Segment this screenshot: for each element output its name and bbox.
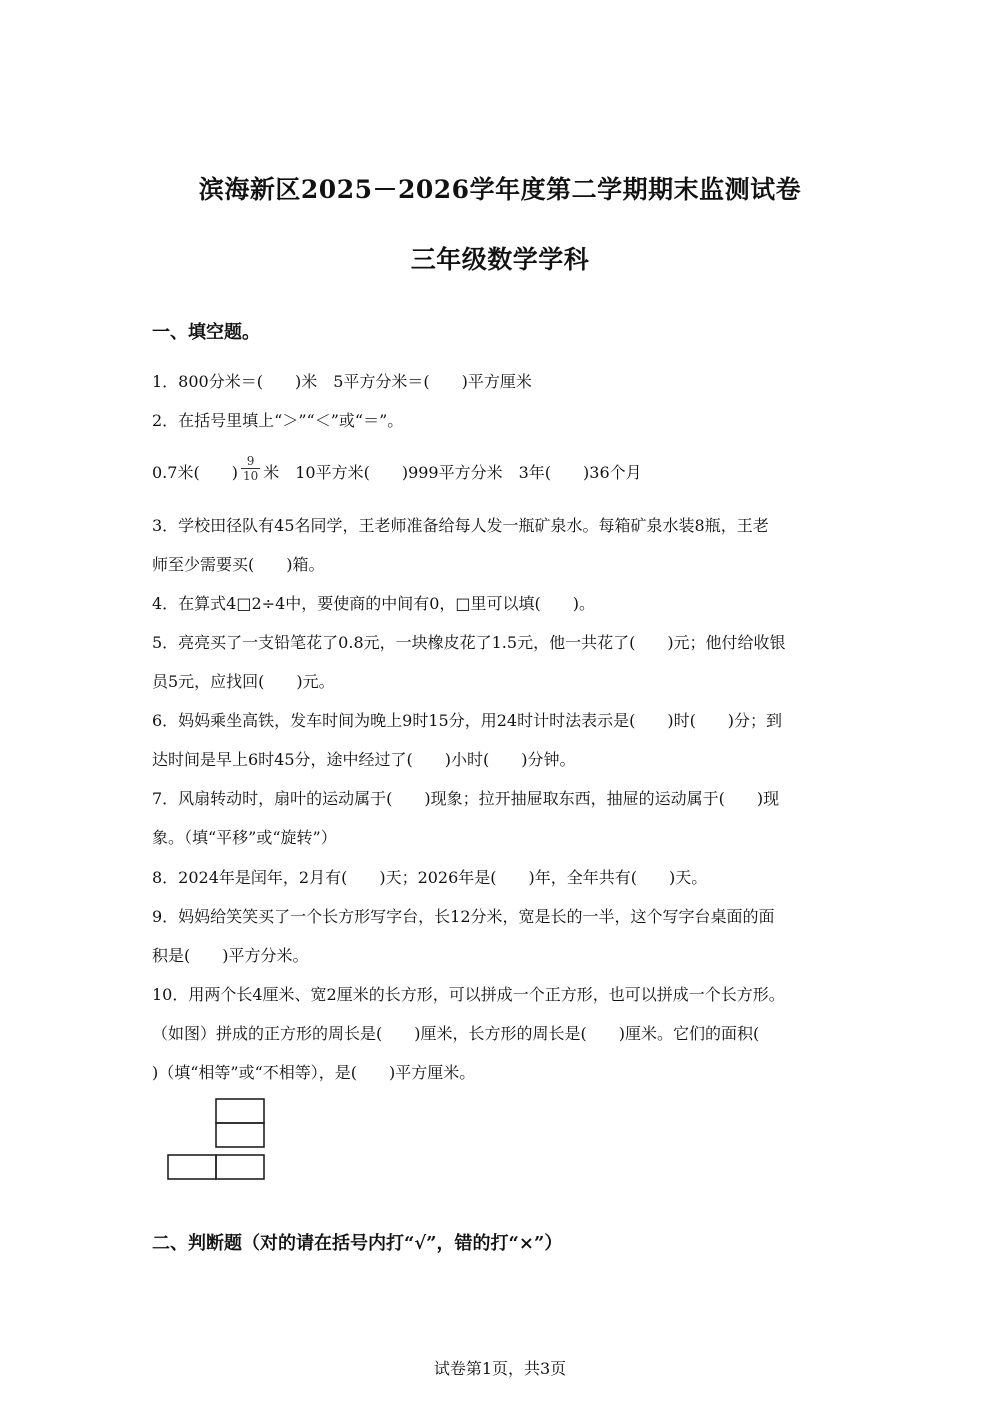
question-2: 2．在括号里填上“＞”“＜”或“＝”。 [152, 411, 404, 430]
question-7-line-2: 象。（填“平移”或“旋转”） [152, 828, 337, 847]
page-footer: 试卷第1页，共3页 [433, 1359, 567, 1378]
question-10-line-2: （如图）拼成的正方形的周长是( )厘米，长方形的周长是( )厘米。它们的面积( [152, 1024, 760, 1043]
question-7-line-1: 7．风扇转动时，扇叶的运动属于( )现象；拉开抽屉取东西，抽屉的运动属于( )现 [152, 789, 780, 808]
question-5-line-2: 员5元，应找回( )元。 [152, 672, 335, 691]
q2-item-right: 米 10平方米( )999平方分米 3年( )36个月 [263, 463, 642, 482]
question-3-line-1: 3．学校田径队有45名同学，王老师准备给每人发一瓶矿泉水。每箱矿泉水装8瓶，王老 [152, 516, 769, 535]
figure-square-bottom-rect [216, 1123, 264, 1147]
question-9-line-1: 9．妈妈给笑笑买了一个长方形写字台，长12分米，宽是长的一半，这个写字台桌面的面 [152, 907, 775, 926]
question-6-line-2: 达时间是早上6时45分，途中经过了( )小时( )分钟。 [152, 750, 576, 769]
fraction-denominator: 10 [242, 469, 259, 483]
rectangles-figure [166, 1096, 270, 1184]
question-3-line-2: 师至少需要买( )箱。 [152, 555, 325, 574]
exam-title: 滨海新区2025－2026学年度第二学期期末监测试卷 [198, 175, 802, 204]
figure-long-left-rect [168, 1155, 216, 1179]
question-9-line-2: 积是( )平方分米。 [152, 946, 309, 965]
q2-item-left: 0.7米( ) [152, 463, 238, 482]
question-10-line-3: )（填“相等”或“不相等），是( )平方厘米。 [152, 1063, 476, 1082]
question-1: 1．800分米＝( )米 5平方分米＝( )平方厘米 [152, 372, 532, 391]
fraction-nine-tenths [241, 454, 260, 483]
section-heading-true-false: 二、判断题（对的请在括号内打“√”，错的打“×”） [152, 1233, 563, 1254]
question-8: 8．2024年是闰年，2月有( )天；2026年是( )年，全年共有( )天。 [152, 868, 708, 887]
question-2-items [152, 454, 642, 483]
question-10-line-1: 10．用两个长4厘米、宽2厘米的长方形，可以拼成一个正方形，也可以拼成一个长方形。 [152, 985, 785, 1004]
exam-subtitle: 三年级数学学科 [410, 245, 590, 274]
fraction-numerator: 9 [246, 454, 255, 468]
question-6-line-1: 6．妈妈乘坐高铁，发车时间为晚上9时15分，用24时计时法表示是( )时( )分；到 [152, 711, 783, 730]
question-5-line-1: 5．亮亮买了一支铅笔花了0.8元，一块橡皮花了1.5元，他一共花了( )元；他付给收银 [152, 633, 786, 652]
question-4: 4．在算式4□2÷4中，要使商的中间有0，□里可以填( )。 [152, 594, 596, 613]
figure-square-top-rect [216, 1099, 264, 1123]
figure-long-right-rect [216, 1155, 264, 1179]
section-heading-fill-in: 一、填空题。 [152, 322, 260, 343]
